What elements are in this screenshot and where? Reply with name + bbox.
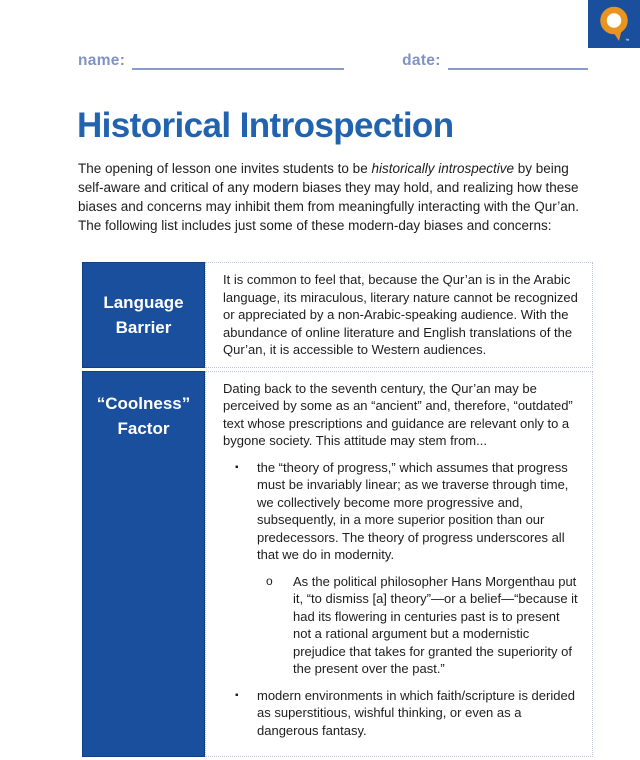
- sub-bullet-morgenthau-quote: [223, 573, 580, 678]
- brand-logo: [588, 0, 640, 48]
- bullet-theory-of-progress: [223, 459, 580, 564]
- row-label-coolness-factor: “Coolness” Factor: [82, 371, 205, 758]
- bullet-marker: ▪: [235, 461, 239, 473]
- bullet-text: modern environments in which faith/scripture is derided as superstitious, wishful thinking, or even as a dangerous fantasy.: [257, 687, 575, 738]
- page-title: Historical Introspection: [77, 106, 454, 145]
- header-fields-row: [78, 52, 565, 70]
- language-barrier-text: It is common to feel that, because the Qur’an is in the Arabic language, its miraculous, literary nature cannot be recognized or appreciated by a non-Arabic-speaking audience. With the abundance of online literature and English translations of the Qur’an, it is accessible to Western audiences.: [223, 272, 578, 357]
- q-logo-icon: [588, 0, 640, 48]
- name-field: [78, 52, 344, 70]
- row-body-language-barrier: [205, 262, 593, 368]
- sub-bullet-text: As the political philosopher Hans Morgenthau put it, “to dismiss [a] theory”—or a belief—“because it had its flowering in centuries past is to present not a rational argument but a modernistic prejudice that takes for granted the superiority of the present over the past.”: [293, 573, 578, 676]
- bullet-marker: ▪: [235, 689, 239, 701]
- coolness-intro-text: Dating back to the seventh century, the Qur’an may be perceived by some as an “ancient” and, therefore, “outdated” text whose prescriptions and guidance are relevant only to a bygone society. This attitude may stem from...: [223, 380, 573, 448]
- svg-text:™: ™: [625, 38, 630, 43]
- name-input-line[interactable]: [132, 54, 344, 70]
- name-label: name:: [78, 52, 126, 69]
- date-field: [402, 52, 588, 70]
- intro-italic-phrase: historically introspective: [371, 161, 515, 176]
- intro-text-end: by being self-aware and critical of any modern biases they may hold, and realizing how these biases and concerns may inhibit them from meaningfully interacting with the Qur’an. The following list includes just some of these modern-day biases and concerns:: [78, 161, 579, 233]
- bullet-modern-environments: [223, 687, 580, 740]
- date-label: date:: [402, 52, 441, 69]
- table-row-coolness-factor: [82, 371, 593, 758]
- row-body-coolness-factor: [205, 371, 593, 758]
- table-row-language-barrier: [82, 262, 593, 368]
- bias-table: [82, 262, 593, 760]
- intro-paragraph: [78, 159, 580, 235]
- bullet-text: the “theory of progress,” which assumes that progress must be invariably linear; as we traverse through time, we collectively become more progressive and, subsequently, in a more superior position than our predecessors. The theory of progress underscores all that we do in modernity.: [257, 459, 569, 562]
- intro-text-start: The opening of lesson one invites students to be: [78, 161, 372, 176]
- date-input-line[interactable]: [448, 54, 588, 70]
- sub-bullet-marker: o: [266, 573, 273, 588]
- row-label-language-barrier: Language Barrier: [82, 262, 205, 368]
